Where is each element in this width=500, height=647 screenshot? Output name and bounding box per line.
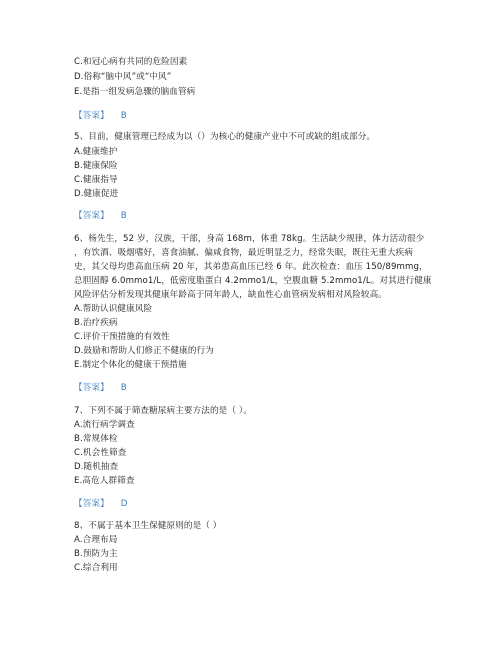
q6-stem-line-5: 风险评估分析发现其健康年龄高于同年龄人，缺血性心血管病发病相对风险较高。 [74, 290, 387, 300]
q5-option-a: A.健康维护 [74, 147, 118, 157]
answer-tag: 【答案】 [74, 383, 109, 393]
q8-stem: 8、不属于基本卫生保健原则的是（ ） [74, 521, 222, 531]
answer-value: D [120, 499, 128, 509]
q4-answer [74, 110, 127, 122]
q8-option-c: C.综合利用 [74, 563, 118, 573]
q6-stem-line-1: 6、杨先生，52 岁，汉族，干部，身高 168m，体重 78kg。生活缺少规律，体力活动很少 [74, 234, 425, 244]
q4-option-c: C.和冠心病有共同的危险因素 [74, 57, 188, 67]
answer-tag: 【答案】 [74, 211, 109, 221]
q6-option-b: B.治疗疾病 [74, 318, 118, 328]
q8-option-b: B.预防为主 [74, 549, 118, 559]
q4-option-d: D.俗称“脑中风”或“中风” [74, 72, 172, 82]
q4-option-e: E.是指一组发病急骤的脑血管病 [74, 87, 196, 97]
q6-option-d: D.鼓励和帮助人们修正不健康的行为 [74, 346, 214, 356]
q5-answer [74, 210, 127, 222]
q8-option-a: A.合理布局 [74, 535, 118, 545]
q6-stem-line-4: 总胆固醇 6.0mmo1/L，低密度脂蛋白 4.2mmo1/L，空腹血糖 5.2mmo1/L。对其进行健康 [74, 276, 432, 286]
q7-option-d: D.随机抽查 [74, 462, 119, 472]
q7-option-a: A.流行病学调查 [74, 420, 135, 430]
answer-value: B [120, 111, 127, 121]
q6-option-e: E.制定个体化的健康干预措施 [74, 360, 187, 370]
q7-option-e: E.高危人群筛查 [74, 476, 135, 486]
q7-option-c: C.机会性筛查 [74, 448, 127, 458]
q6-stem-line-2: ，有饮酒、吸烟嗜好，喜食油腻、偏咸食物，最近明显乏力，经常失眠，既往无重大疾病 [74, 248, 414, 258]
q7-option-b: B.常规体检 [74, 434, 118, 444]
answer-tag: 【答案】 [74, 111, 109, 121]
q5-stem: 5、目前，健康管理已经成为以（）为核心的健康产业中不可或缺的组成部分。 [74, 132, 376, 142]
q7-answer [74, 498, 128, 510]
q7-stem: 7、下列不属于筛查糖尿病主要方法的是（ ）。 [74, 406, 252, 416]
answer-value: B [120, 383, 127, 393]
q6-option-a: A.帮助认识健康风险 [74, 304, 153, 314]
answer-value: B [120, 211, 127, 221]
q5-option-d: D.健康促进 [74, 189, 119, 199]
answer-tag: 【答案】 [74, 499, 109, 509]
q6-stem-line-3: 史，其父母均患高血压病 20 年，其弟患高血压已经 6 年。此次检查：血压 150/89mmg， [74, 262, 428, 272]
q5-option-b: B.健康保险 [74, 161, 118, 171]
q5-option-c: C.健康指导 [74, 175, 118, 185]
q6-answer [74, 382, 127, 394]
q6-option-c: C.评价干预措施的有效性 [74, 332, 170, 342]
